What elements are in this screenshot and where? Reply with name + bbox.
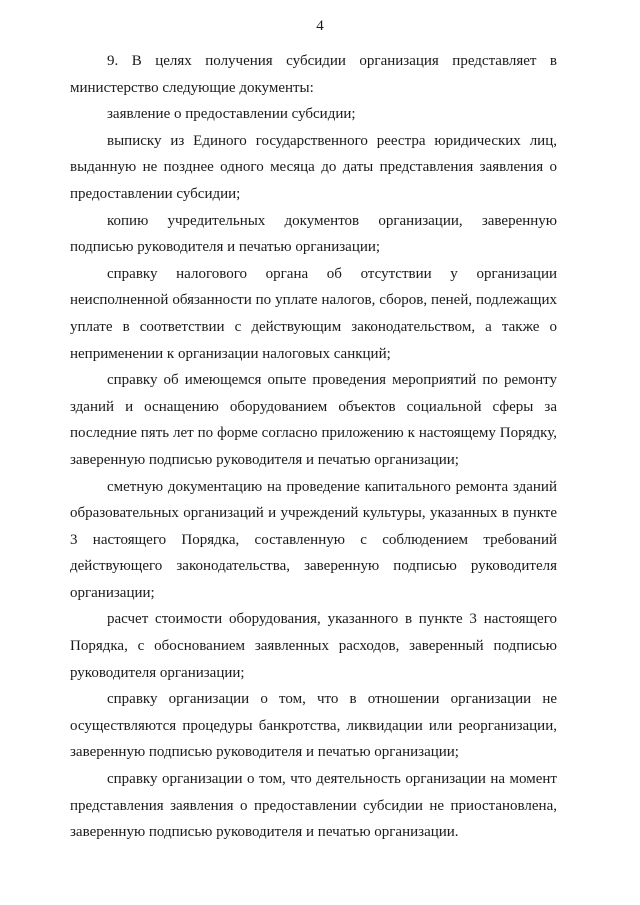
- document-body: [70, 48, 557, 846]
- page-number: 4: [316, 18, 324, 34]
- paragraph-activity-certificate: справку организации о том, что деятельность организации на момент представления заявления о предоставлении субсидии не приостановлена, заверенную подписью руководителя и печатью организации.: [70, 771, 557, 841]
- paragraph-registry-extract: выписку из Единого государственного реестра юридических лиц, выданную не позднее одного месяца до даты представления заявления о предоставлении субсидии;: [70, 132, 557, 202]
- paragraph-estimate-documentation: сметную документацию на проведение капитального ремонта зданий образовательных организаций и учреждений культуры, указанных в пункте 3 настоящего Порядка, составленную с соблюдением требований действующего законодательства, заверенную подписью руководителя организации;: [70, 478, 557, 601]
- paragraph-tax-certificate: справку налогового органа об отсутствии у организации неисполненной обязанности по уплате налогов, сборов, пеней, подлежащих уплате в соответствии с действующим законодательством, а также о неприменении к организации налоговых санкций;: [70, 265, 557, 362]
- paragraph-item-9-intro: 9. В целях получения субсидии организация представляет в министерство следующие документы:: [70, 53, 557, 96]
- paragraph-equipment-cost: расчет стоимости оборудования, указанного в пункте 3 настоящего Порядка, с обоснованием заявленных расходов, заверенный подписью руководителя организации;: [70, 611, 557, 681]
- paragraph-experience-certificate: справку об имеющемся опыте проведения мероприятий по ремонту зданий и оснащению оборудованием объектов социальной сферы за последние пять лет по форме согласно приложению к настоящему Порядку, заверенную подписью руководителя и печатью организации;: [70, 372, 557, 468]
- paragraph-bankruptcy-certificate: справку организации о том, что в отношении организации не осуществляются процедуры банкротства, ликвидации или реорганизации, заверенную подписью руководителя и печатью организации;: [70, 691, 557, 761]
- paragraph-application: заявление о предоставлении субсидии;: [107, 106, 356, 123]
- paragraph-founding-documents: копию учредительных документов организации, заверенную подписью руководителя и печатью организации;: [70, 212, 557, 256]
